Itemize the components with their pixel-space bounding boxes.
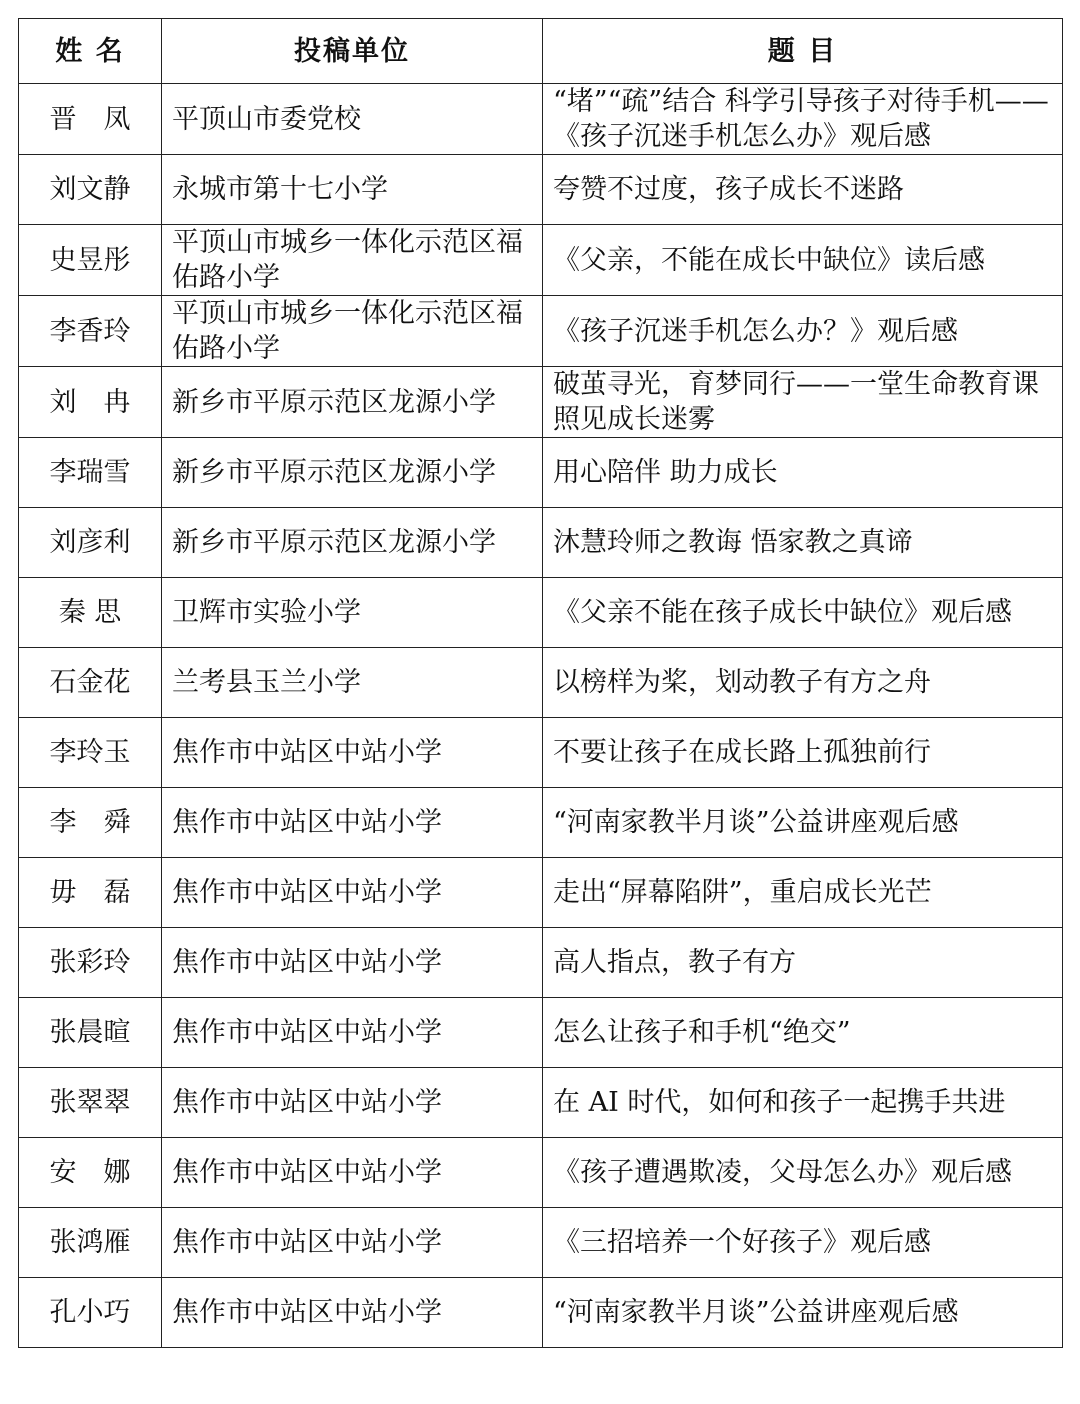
table-row — [19, 858, 1063, 928]
header-row — [19, 19, 1063, 84]
header-name: 姓 名 — [19, 19, 162, 84]
unit-cell: 新乡市平原示范区龙源小学 — [162, 367, 543, 438]
name-cell: 张晨暄 — [19, 998, 162, 1068]
name-cell: 刘 冉 — [19, 367, 162, 438]
name-cell: 孔小巧 — [19, 1278, 162, 1348]
unit-cell: 永城市第十七小学 — [162, 155, 543, 225]
submissions-table — [18, 18, 1063, 1348]
table-row — [19, 1208, 1063, 1278]
name-cell: 史昱彤 — [19, 225, 162, 296]
title-cell: 夸赞不过度，孩子成长不迷路 — [543, 155, 1063, 225]
table-row — [19, 998, 1063, 1068]
unit-cell: 新乡市平原示范区龙源小学 — [162, 508, 543, 578]
unit-cell: 焦作市中站区中站小学 — [162, 998, 543, 1068]
name-cell: 刘文静 — [19, 155, 162, 225]
name-cell: 张鸿雁 — [19, 1208, 162, 1278]
header-unit: 投稿单位 — [162, 19, 543, 84]
title-cell: 《孩子沉迷手机怎么办？》观后感 — [543, 296, 1063, 367]
unit-cell: 平顶山市委党校 — [162, 84, 543, 155]
table-row — [19, 438, 1063, 508]
title-cell: 以榜样为桨，划动教子有方之舟 — [543, 648, 1063, 718]
title-cell: 怎么让孩子和手机“绝交” — [543, 998, 1063, 1068]
table-row — [19, 367, 1063, 438]
unit-cell: 新乡市平原示范区龙源小学 — [162, 438, 543, 508]
unit-cell: 平顶山市城乡一体化示范区福佑路小学 — [162, 225, 543, 296]
name-cell: 李 舜 — [19, 788, 162, 858]
name-cell: 秦 思 — [19, 578, 162, 648]
title-cell: “河南家教半月谈”公益讲座观后感 — [543, 1278, 1063, 1348]
title-cell: 破茧寻光，育梦同行——一堂生命教育课照见成长迷雾 — [543, 367, 1063, 438]
name-cell: 晋 凤 — [19, 84, 162, 155]
title-cell: “河南家教半月谈”公益讲座观后感 — [543, 788, 1063, 858]
table-row — [19, 296, 1063, 367]
title-cell: 在 AI 时代，如何和孩子一起携手共进 — [543, 1068, 1063, 1138]
table-row — [19, 928, 1063, 998]
header-title: 题 目 — [543, 19, 1063, 84]
unit-cell: 焦作市中站区中站小学 — [162, 1068, 543, 1138]
title-cell: 《孩子遭遇欺凌，父母怎么办》观后感 — [543, 1138, 1063, 1208]
unit-cell: 卫辉市实验小学 — [162, 578, 543, 648]
table-body — [19, 84, 1063, 1348]
name-cell: 李玲玉 — [19, 718, 162, 788]
title-cell: 用心陪伴 助力成长 — [543, 438, 1063, 508]
title-cell: 走出“屏幕陷阱”，重启成长光芒 — [543, 858, 1063, 928]
title-cell: 高人指点，教子有方 — [543, 928, 1063, 998]
name-cell: 毋 磊 — [19, 858, 162, 928]
table-row — [19, 648, 1063, 718]
table-row — [19, 155, 1063, 225]
table-row — [19, 84, 1063, 155]
title-cell: “堵”“疏”结合 科学引导孩子对待手机——《孩子沉迷手机怎么办》观后感 — [543, 84, 1063, 155]
unit-cell: 焦作市中站区中站小学 — [162, 928, 543, 998]
name-cell: 张彩玲 — [19, 928, 162, 998]
title-cell: 《三招培养一个好孩子》观后感 — [543, 1208, 1063, 1278]
title-cell: 《父亲不能在孩子成长中缺位》观后感 — [543, 578, 1063, 648]
table-row — [19, 1278, 1063, 1348]
unit-cell: 平顶山市城乡一体化示范区福佑路小学 — [162, 296, 543, 367]
table-row — [19, 788, 1063, 858]
table-row — [19, 578, 1063, 648]
name-cell: 李香玲 — [19, 296, 162, 367]
name-cell: 李瑞雪 — [19, 438, 162, 508]
unit-cell: 焦作市中站区中站小学 — [162, 1208, 543, 1278]
table-row — [19, 718, 1063, 788]
unit-cell: 兰考县玉兰小学 — [162, 648, 543, 718]
unit-cell: 焦作市中站区中站小学 — [162, 1138, 543, 1208]
title-cell: 《父亲，不能在成长中缺位》读后感 — [543, 225, 1063, 296]
name-cell: 安 娜 — [19, 1138, 162, 1208]
table-row — [19, 225, 1063, 296]
unit-cell: 焦作市中站区中站小学 — [162, 788, 543, 858]
table-row — [19, 508, 1063, 578]
unit-cell: 焦作市中站区中站小学 — [162, 718, 543, 788]
name-cell: 石金花 — [19, 648, 162, 718]
table-row — [19, 1138, 1063, 1208]
table-row — [19, 1068, 1063, 1138]
unit-cell: 焦作市中站区中站小学 — [162, 858, 543, 928]
title-cell: 沐慧玲师之教诲 悟家教之真谛 — [543, 508, 1063, 578]
unit-cell: 焦作市中站区中站小学 — [162, 1278, 543, 1348]
table-header — [19, 19, 1063, 84]
title-cell: 不要让孩子在成长路上孤独前行 — [543, 718, 1063, 788]
name-cell: 张翠翠 — [19, 1068, 162, 1138]
name-cell: 刘彦利 — [19, 508, 162, 578]
